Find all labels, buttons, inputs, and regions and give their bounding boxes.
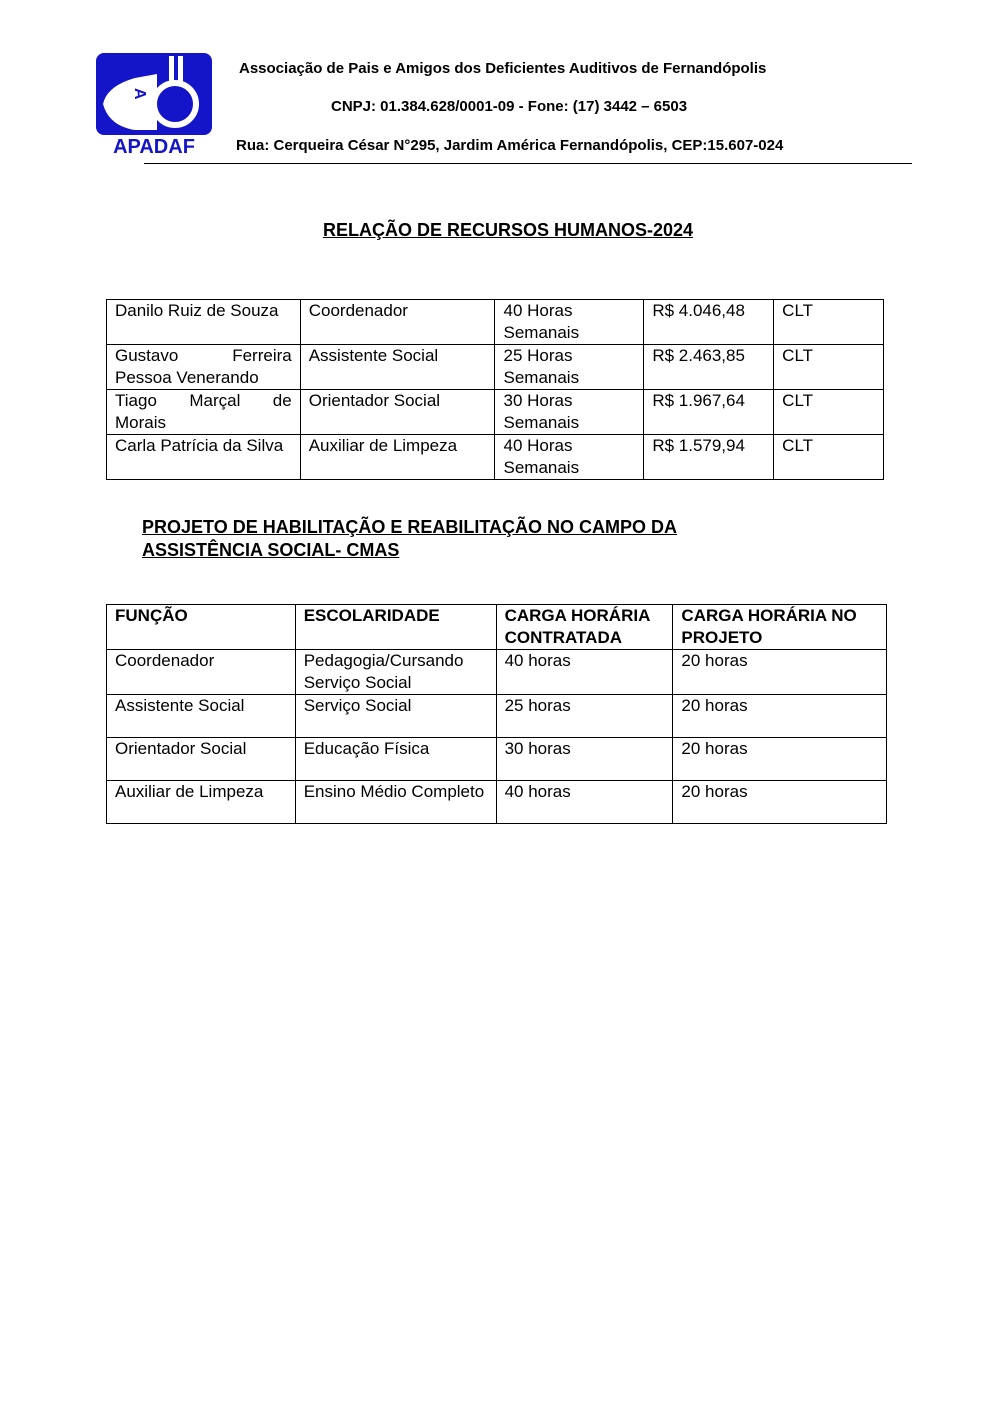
svg-text:A: A [131,88,148,100]
cell-funcao: Auxiliar de Limpeza [107,781,296,824]
staff-table [106,299,884,480]
staff-name: Carla Patrícia da Silva [107,435,301,480]
staff-role: Orientador Social [300,390,495,435]
table-row [107,300,884,345]
cell-escolaridade: Pedagogia/Cursando Serviço Social [295,650,496,695]
staff-hours: 30 Horas Semanais [495,390,644,435]
cell-carga-projeto: 20 horas [673,738,887,781]
staff-role: Auxiliar de Limpeza [300,435,495,480]
header-carga-projeto: CARGA HORÁRIA NO PROJETO [673,605,887,650]
staff-contract: CLT [774,390,884,435]
table-row [107,435,884,480]
staff-hours: 40 Horas Semanais [495,300,644,345]
staff-hours: 40 Horas Semanais [495,435,644,480]
staff-salary: R$ 1.967,64 [644,390,774,435]
project-table [106,604,887,824]
staff-name: Danilo Ruiz de Souza [107,300,301,345]
org-name: Associação de Pais e Amigos dos Deficientes Auditivos de Fernandópolis [239,60,767,77]
staff-salary: R$ 4.046,48 [644,300,774,345]
page-title: RELAÇÃO DE RECURSOS HUMANOS-2024 [322,220,694,240]
cell-escolaridade: Serviço Social [295,695,496,738]
svg-text:APADAF: APADAF [113,136,195,156]
cell-carga-contratada: 40 horas [496,781,673,824]
staff-name: Tiago Marçal de Morais [107,390,301,435]
header-divider [144,163,912,164]
header-funcao: FUNÇÃO [107,605,296,650]
cell-escolaridade: Educação Física [295,738,496,781]
table-row [107,781,887,824]
table-header-row [107,605,887,650]
address: Rua: Cerqueira César N°295, Jardim América Fernandópolis, CEP:15.607-024 [236,137,784,154]
cell-carga-contratada: 30 horas [496,738,673,781]
table-row [107,345,884,390]
table-row [107,695,887,738]
cell-carga-contratada: 40 horas [496,650,673,695]
staff-hours: 25 Horas Semanais [495,345,644,390]
apadaf-logo [95,52,213,156]
cell-carga-contratada: 25 horas [496,695,673,738]
staff-contract: CLT [774,435,884,480]
staff-salary: R$ 1.579,94 [644,435,774,480]
header-escolaridade: ESCOLARIDADE [295,605,496,650]
cell-carga-projeto: 20 horas [673,781,887,824]
table-row [107,738,887,781]
cnpj-phone: CNPJ: 01.384.628/0001-09 - Fone: (17) 3442 – 6503 [331,98,688,115]
staff-contract: CLT [774,345,884,390]
cell-funcao: Coordenador [107,650,296,695]
staff-contract: CLT [774,300,884,345]
staff-role: Assistente Social [300,345,495,390]
cell-escolaridade: Ensino Médio Completo [295,781,496,824]
cell-funcao: Assistente Social [107,695,296,738]
table-row [107,650,887,695]
cell-carga-projeto: 20 horas [673,650,887,695]
header-carga-contratada: CARGA HORÁRIA CONTRATADA [496,605,673,650]
project-title: PROJETO DE HABILITAÇÃO E REABILITAÇÃO NO CAMPO DA ASSISTÊNCIA SOCIAL- CMAS [142,517,678,560]
cell-carga-projeto: 20 horas [673,695,887,738]
staff-role: Coordenador [300,300,495,345]
cell-funcao: Orientador Social [107,738,296,781]
staff-salary: R$ 2.463,85 [644,345,774,390]
table-row [107,390,884,435]
staff-name: Gustavo Ferreira Pessoa Venerando [107,345,301,390]
